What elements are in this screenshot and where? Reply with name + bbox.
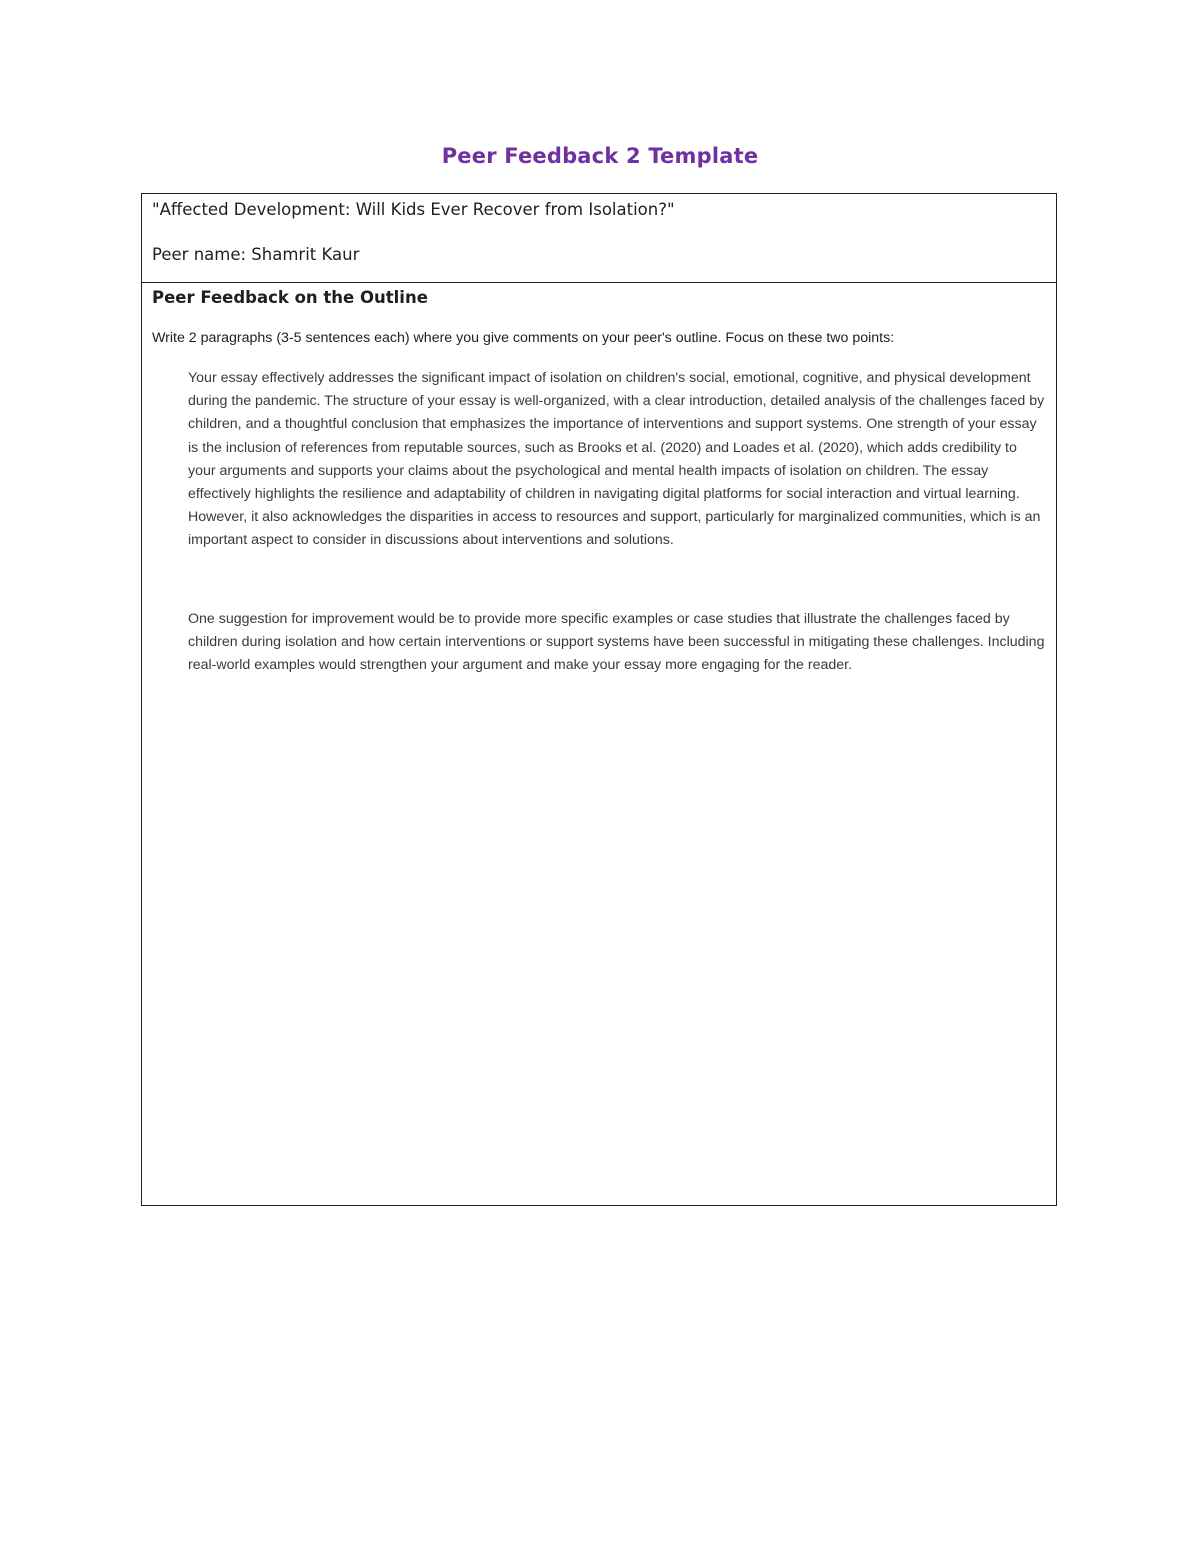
peer-name-label: Peer name: bbox=[152, 245, 247, 264]
peer-name-line bbox=[152, 245, 1046, 265]
section-heading: Peer Feedback on the Outline bbox=[152, 288, 428, 307]
page-title: Peer Feedback 2 Template bbox=[441, 144, 759, 168]
essay-info-cell bbox=[142, 194, 1056, 283]
feedback-form-table bbox=[141, 193, 1057, 1206]
essay-title: "Affected Development: Will Kids Ever Recover from Isolation?" bbox=[152, 200, 675, 219]
feedback-paragraph-1: Your essay effectively addresses the significant impact of isolation on children's social, emotional, cognitive, and physical development during the pandemic. The structure of your essay is well-organized, with a clear introduction, detailed analysis of the challenges faced by children, and a thoughtful conclusion that emphasizes the importance of interventions and support systems. One strength of your essay is the inclusion of references from reputable sources, such as Brooks et al. (2020) and Loades et al. (2020), which adds credibility to your arguments and supports your claims about the psychological and mental health impacts of isolation on children. The essay effectively highlights the resilience and adaptability of children in navigating digital platforms for social interaction and virtual learning. However, it also acknowledges the disparities in access to resources and support, particularly for marginalized communities, which is an important aspect to consider in discussions about interventions and solutions. bbox=[188, 370, 1045, 549]
feedback-paragraph-2: One suggestion for improvement would be to provide more specific examples or case studies that illustrate the challenges faced by children during isolation and how certain interventions or support systems have been successful in mitigating these challenges. Including real-world examples would strengthen your argument and make your essay more engaging for the reader. bbox=[188, 610, 1045, 674]
instructions-text: Write 2 paragraphs (3-5 sentences each) where you give comments on your peer's outline. Focus on these two points: bbox=[152, 330, 895, 346]
peer-name-value: Shamrit Kaur bbox=[251, 245, 360, 264]
feedback-cell bbox=[142, 283, 1056, 1205]
